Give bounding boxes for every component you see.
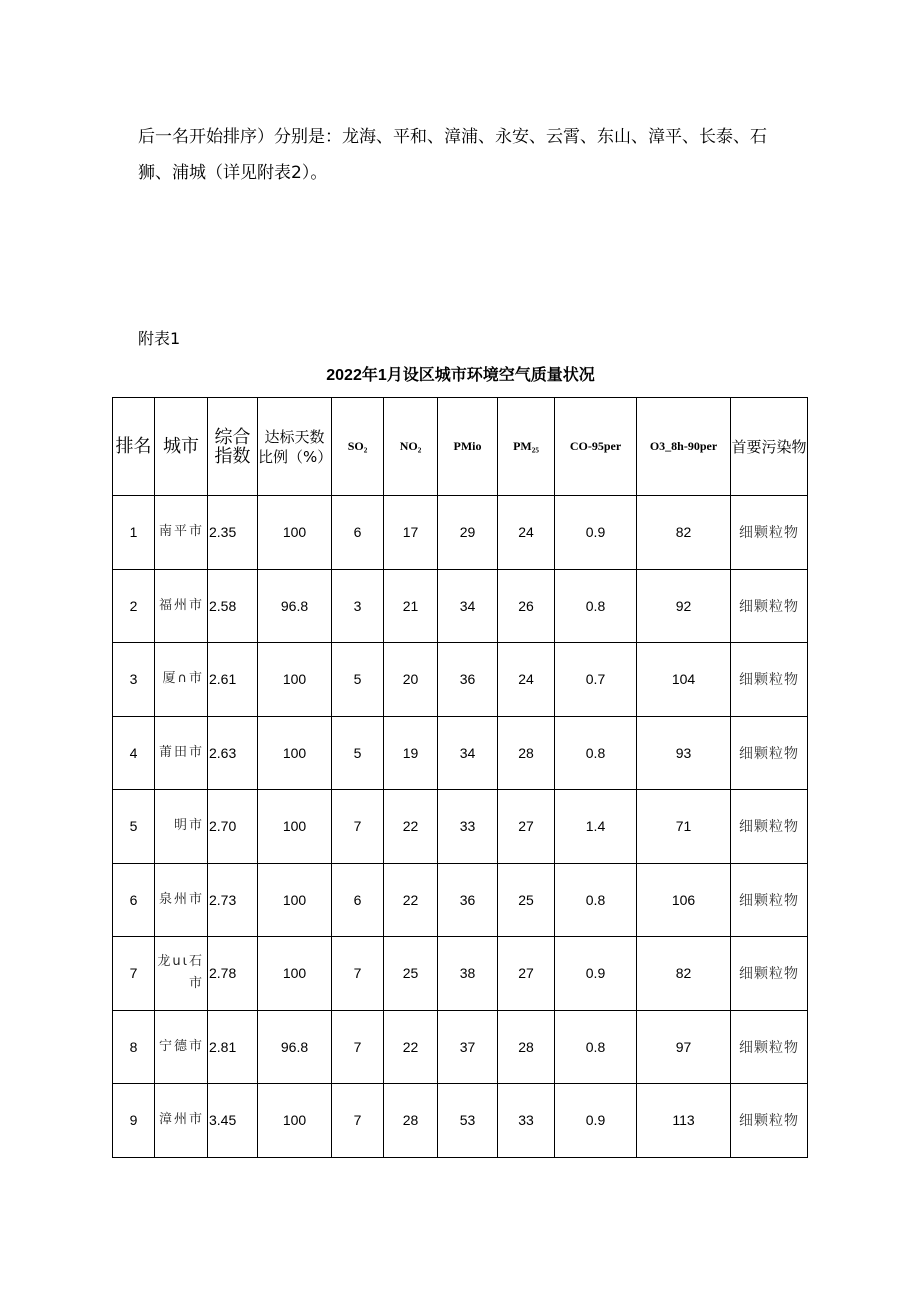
table-caption: 附表1 (138, 329, 181, 348)
cell-co: 0.7 (555, 643, 637, 717)
cell-ratio: 96.8 (258, 569, 332, 643)
cell-so2: 7 (332, 1084, 384, 1158)
table-title: 2022年1月设区城市环境空气质量状况 (326, 367, 595, 384)
cell-co: 0.9 (555, 937, 637, 1011)
cell-ratio: 100 (258, 790, 332, 864)
cell-primary: 细颗粒物 (731, 1010, 808, 1084)
table-row (113, 863, 808, 937)
cell-o3: 92 (637, 569, 731, 643)
cell-no2: 25 (384, 937, 438, 1011)
table-row (113, 1084, 808, 1158)
paragraph-line-1: 后一名开始排序）分别是：龙海、平和、漳浦、永安、云霄、东山、漳平、长泰、石 (138, 127, 767, 147)
cell-co: 0.9 (555, 496, 637, 570)
cell-pm10: 33 (438, 790, 498, 864)
cell-pm10: 36 (438, 643, 498, 717)
header-city: 城市 (155, 398, 208, 496)
cell-o3: 82 (637, 496, 731, 570)
paragraph-line-2: 狮、浦城（详见附表2）。 (138, 163, 328, 183)
cell-pm25: 24 (498, 643, 555, 717)
cell-pm25: 27 (498, 937, 555, 1011)
cell-no2: 21 (384, 569, 438, 643)
cell-pm10: 29 (438, 496, 498, 570)
cell-pm10: 53 (438, 1084, 498, 1158)
cell-rank: 3 (113, 643, 155, 717)
cell-city: 龙uι石市 (155, 937, 208, 1011)
cell-so2: 6 (332, 496, 384, 570)
cell-so2: 6 (332, 863, 384, 937)
cell-primary: 细颗粒物 (731, 716, 808, 790)
cell-city: 宁德市 (155, 1010, 208, 1084)
cell-ratio: 100 (258, 716, 332, 790)
cell-rank: 6 (113, 863, 155, 937)
cell-no2: 22 (384, 790, 438, 864)
cell-rank: 8 (113, 1010, 155, 1084)
cell-city: 漳州市 (155, 1084, 208, 1158)
cell-co: 1.4 (555, 790, 637, 864)
header-no2: NO₂ (384, 398, 438, 496)
cell-pm10: 36 (438, 863, 498, 937)
cell-index: 2.73 (208, 863, 258, 937)
cell-pm10: 34 (438, 716, 498, 790)
cell-pm25: 25 (498, 863, 555, 937)
cell-so2: 5 (332, 643, 384, 717)
cell-ratio: 100 (258, 643, 332, 717)
table-row (113, 937, 808, 1011)
header-pm10: PMio (438, 398, 498, 496)
cell-index: 2.70 (208, 790, 258, 864)
cell-primary: 细颗粒物 (731, 569, 808, 643)
cell-ratio: 96.8 (258, 1010, 332, 1084)
cell-pm25: 28 (498, 716, 555, 790)
cell-index: 2.35 (208, 496, 258, 570)
cell-so2: 5 (332, 716, 384, 790)
cell-no2: 22 (384, 1010, 438, 1084)
cell-primary: 细颗粒物 (731, 863, 808, 937)
cell-index: 2.78 (208, 937, 258, 1011)
cell-co: 0.9 (555, 1084, 637, 1158)
cell-primary: 细颗粒物 (731, 1084, 808, 1158)
cell-no2: 17 (384, 496, 438, 570)
table-row (113, 1010, 808, 1084)
header-rank: 排名 (113, 398, 155, 496)
header-so2: SO₂ (332, 398, 384, 496)
cell-primary: 细颗粒物 (731, 937, 808, 1011)
cell-rank: 4 (113, 716, 155, 790)
header-o3: O3_8h-90per (637, 398, 731, 496)
cell-primary: 细颗粒物 (731, 643, 808, 717)
table-header-row (113, 398, 808, 496)
header-co: CO-95per (555, 398, 637, 496)
cell-so2: 3 (332, 569, 384, 643)
header-primary-pollutant: 首要污染物 (731, 398, 808, 496)
cell-city: 福州市 (155, 569, 208, 643)
header-ratio: 达标天数比例（%） (258, 398, 332, 496)
cell-index: 3.45 (208, 1084, 258, 1158)
cell-co: 0.8 (555, 716, 637, 790)
cell-o3: 104 (637, 643, 731, 717)
cell-pm25: 26 (498, 569, 555, 643)
cell-o3: 97 (637, 1010, 731, 1084)
cell-pm10: 38 (438, 937, 498, 1011)
cell-city: 厦∩市 (155, 643, 208, 717)
cell-pm25: 24 (498, 496, 555, 570)
cell-o3: 71 (637, 790, 731, 864)
cell-so2: 7 (332, 790, 384, 864)
cell-pm25: 33 (498, 1084, 555, 1158)
cell-city: 南平市 (155, 496, 208, 570)
cell-pm10: 34 (438, 569, 498, 643)
cell-rank: 5 (113, 790, 155, 864)
cell-index: 2.81 (208, 1010, 258, 1084)
cell-no2: 28 (384, 1084, 438, 1158)
cell-no2: 22 (384, 863, 438, 937)
table-row (113, 569, 808, 643)
table-row (113, 716, 808, 790)
cell-pm25: 27 (498, 790, 555, 864)
cell-city: 莆田市 (155, 716, 208, 790)
air-quality-table (112, 397, 808, 1158)
cell-so2: 7 (332, 937, 384, 1011)
cell-o3: 113 (637, 1084, 731, 1158)
cell-index: 2.58 (208, 569, 258, 643)
cell-ratio: 100 (258, 863, 332, 937)
header-pm25: PM₂₅ (498, 398, 555, 496)
table-row (113, 643, 808, 717)
cell-o3: 93 (637, 716, 731, 790)
cell-rank: 2 (113, 569, 155, 643)
cell-city: 泉州市 (155, 863, 208, 937)
cell-rank: 7 (113, 937, 155, 1011)
cell-ratio: 100 (258, 937, 332, 1011)
cell-co: 0.8 (555, 863, 637, 937)
cell-pm10: 37 (438, 1010, 498, 1084)
cell-co: 0.8 (555, 569, 637, 643)
cell-so2: 7 (332, 1010, 384, 1084)
cell-pm25: 28 (498, 1010, 555, 1084)
cell-o3: 82 (637, 937, 731, 1011)
table-row (113, 790, 808, 864)
header-index: 综合指数 (208, 398, 258, 496)
cell-city: 明市 (155, 790, 208, 864)
cell-no2: 19 (384, 716, 438, 790)
cell-index: 2.63 (208, 716, 258, 790)
body-paragraph (138, 119, 810, 191)
cell-rank: 1 (113, 496, 155, 570)
cell-primary: 细颗粒物 (731, 496, 808, 570)
cell-primary: 细颗粒物 (731, 790, 808, 864)
cell-index: 2.61 (208, 643, 258, 717)
cell-o3: 106 (637, 863, 731, 937)
table-row (113, 496, 808, 570)
cell-rank: 9 (113, 1084, 155, 1158)
cell-co: 0.8 (555, 1010, 637, 1084)
cell-ratio: 100 (258, 496, 332, 570)
cell-no2: 20 (384, 643, 438, 717)
cell-ratio: 100 (258, 1084, 332, 1158)
